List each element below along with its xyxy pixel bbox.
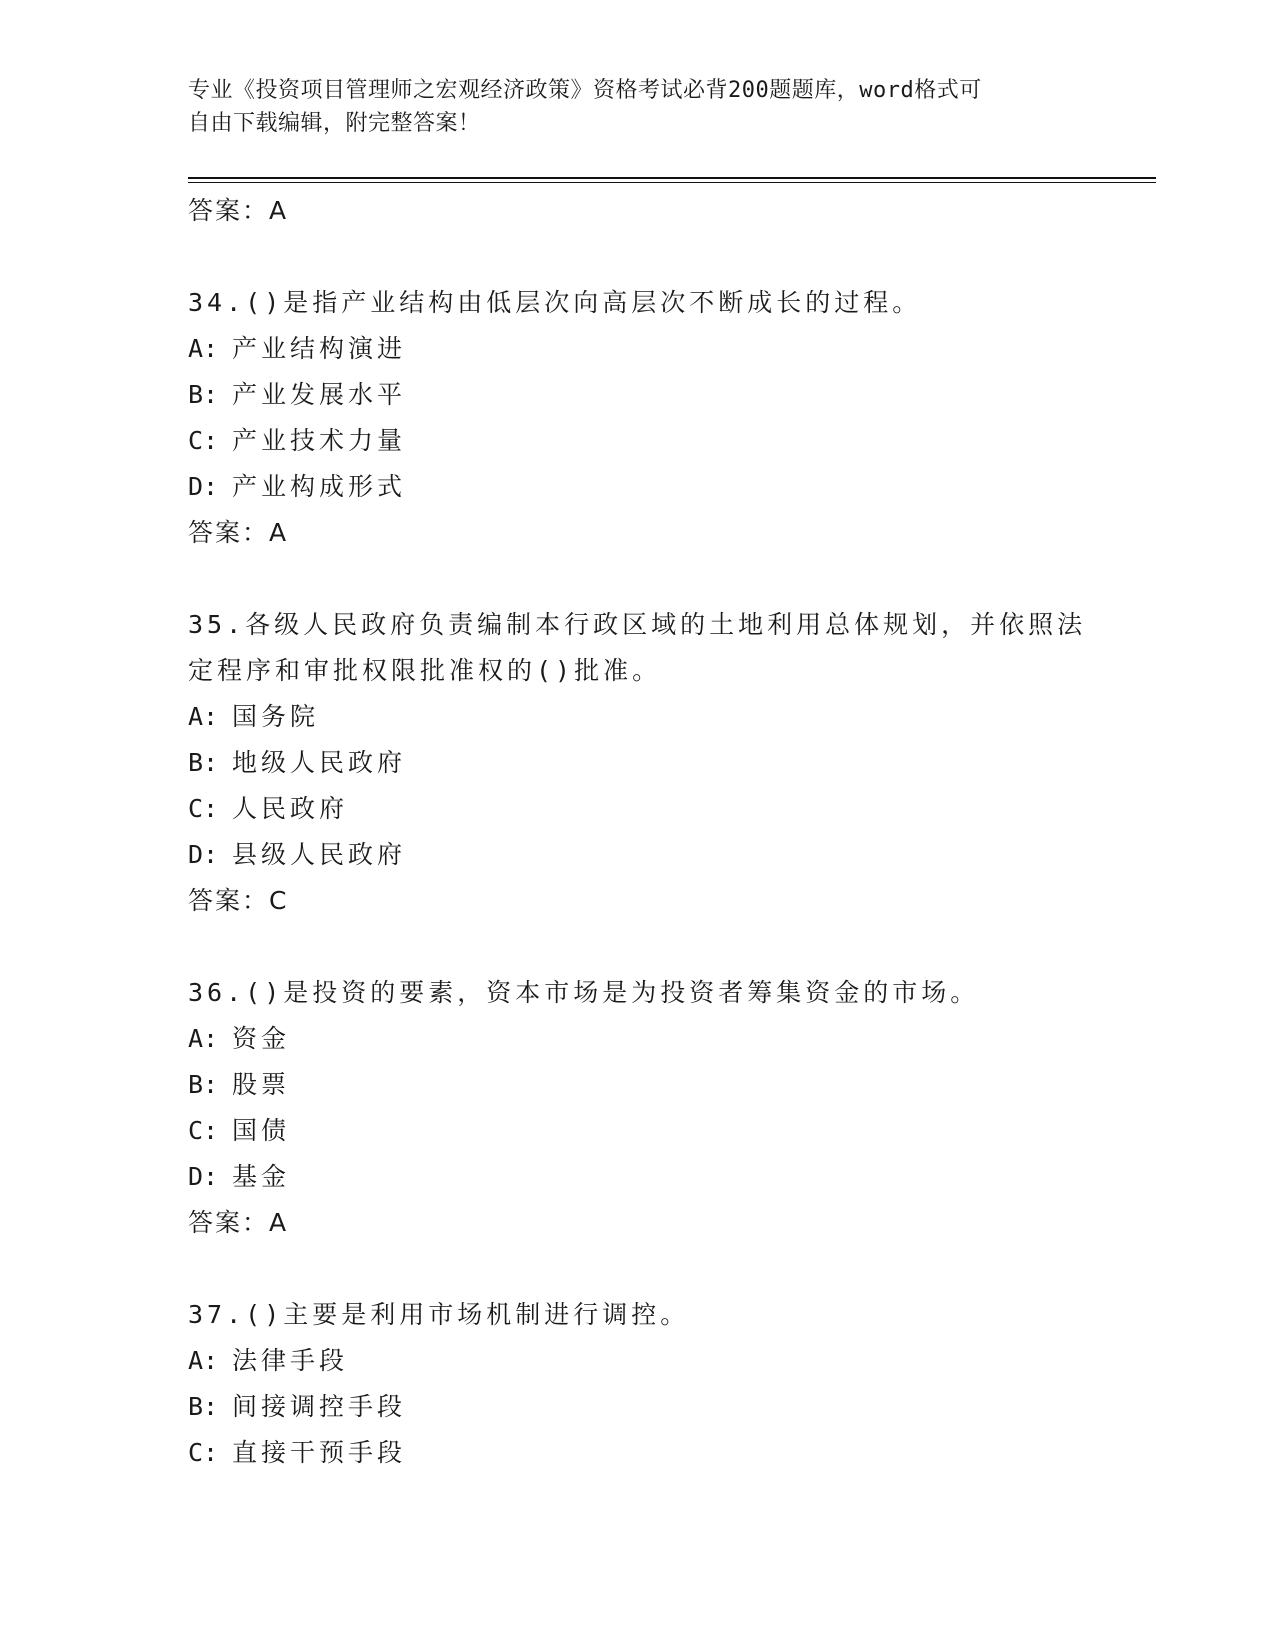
option-text: 股票 (232, 1070, 291, 1099)
option-a (188, 1338, 1088, 1384)
answer-line: 答案：A (188, 518, 289, 547)
header-line-1: 专业《投资项目管理师之宏观经济政策》资格考试必背200题题库，word格式可 (188, 78, 982, 103)
option-c (188, 418, 1088, 464)
option-text: 间接调控手段 (232, 1392, 407, 1421)
option-text: 法律手段 (232, 1346, 349, 1375)
option-b (188, 372, 1088, 418)
question-stem: 36.()是投资的要素，资本市场是为投资者筹集资金的市场。 (188, 978, 980, 1007)
document-header (188, 74, 1068, 140)
option-text: 人民政府 (232, 794, 349, 823)
question-stem-line-2: 定程序和审批权限批准权的()批准。 (188, 656, 662, 685)
option-text: 直接干预手段 (232, 1438, 407, 1467)
question-block (188, 602, 1088, 924)
option-letter: A: (188, 1024, 219, 1053)
option-text: 产业结构演进 (232, 334, 407, 363)
option-c (188, 1430, 1088, 1476)
option-d (188, 832, 1088, 878)
answer-line: 答案：A (188, 196, 289, 225)
option-text: 地级人民政府 (232, 748, 407, 777)
option-letter: A: (188, 1346, 219, 1375)
option-letter: A: (188, 702, 219, 731)
option-letter: B: (188, 380, 219, 409)
option-letter: A: (188, 334, 219, 363)
option-a (188, 1016, 1088, 1062)
option-c (188, 786, 1088, 832)
option-b (188, 1062, 1088, 1108)
option-text: 国务院 (232, 702, 320, 731)
question-stem: 37.()主要是利用市场机制进行调控。 (188, 1300, 690, 1329)
option-text: 基金 (232, 1162, 291, 1191)
option-a (188, 326, 1088, 372)
option-letter: D: (188, 1162, 219, 1191)
question-list (188, 188, 1088, 1476)
option-letter: C: (188, 794, 219, 823)
header-rule-thick (188, 177, 1156, 179)
header-line-2: 自由下载编辑，附完整答案！ (188, 111, 481, 136)
option-letter: B: (188, 1070, 219, 1099)
header-rule-thin (188, 182, 1156, 183)
option-text: 国债 (232, 1116, 291, 1145)
option-letter: D: (188, 840, 219, 869)
option-letter: D: (188, 472, 219, 501)
option-b (188, 1384, 1088, 1430)
option-b (188, 740, 1088, 786)
option-d (188, 464, 1088, 510)
option-text: 县级人民政府 (232, 840, 407, 869)
option-d (188, 1154, 1088, 1200)
option-text: 产业构成形式 (232, 472, 407, 501)
question-block (188, 280, 1088, 556)
option-text: 资金 (232, 1024, 291, 1053)
option-text: 产业发展水平 (232, 380, 407, 409)
question-stem: 34.()是指产业结构由低层次向高层次不断成长的过程。 (188, 288, 922, 317)
option-letter: C: (188, 1438, 219, 1467)
question-block (188, 970, 1088, 1246)
answer-line: 答案：A (188, 1208, 289, 1237)
answer-line: 答案：C (188, 886, 289, 915)
option-text: 产业技术力量 (232, 426, 407, 455)
option-a (188, 694, 1088, 740)
question-stem-line-1: 35.各级人民政府负责编制本行政区域的土地利用总体规划，并依照法 (188, 610, 1087, 639)
question-block (188, 1292, 1088, 1476)
option-letter: B: (188, 1392, 219, 1421)
option-letter: C: (188, 426, 219, 455)
option-letter: B: (188, 748, 219, 777)
option-c (188, 1108, 1088, 1154)
option-letter: C: (188, 1116, 219, 1145)
